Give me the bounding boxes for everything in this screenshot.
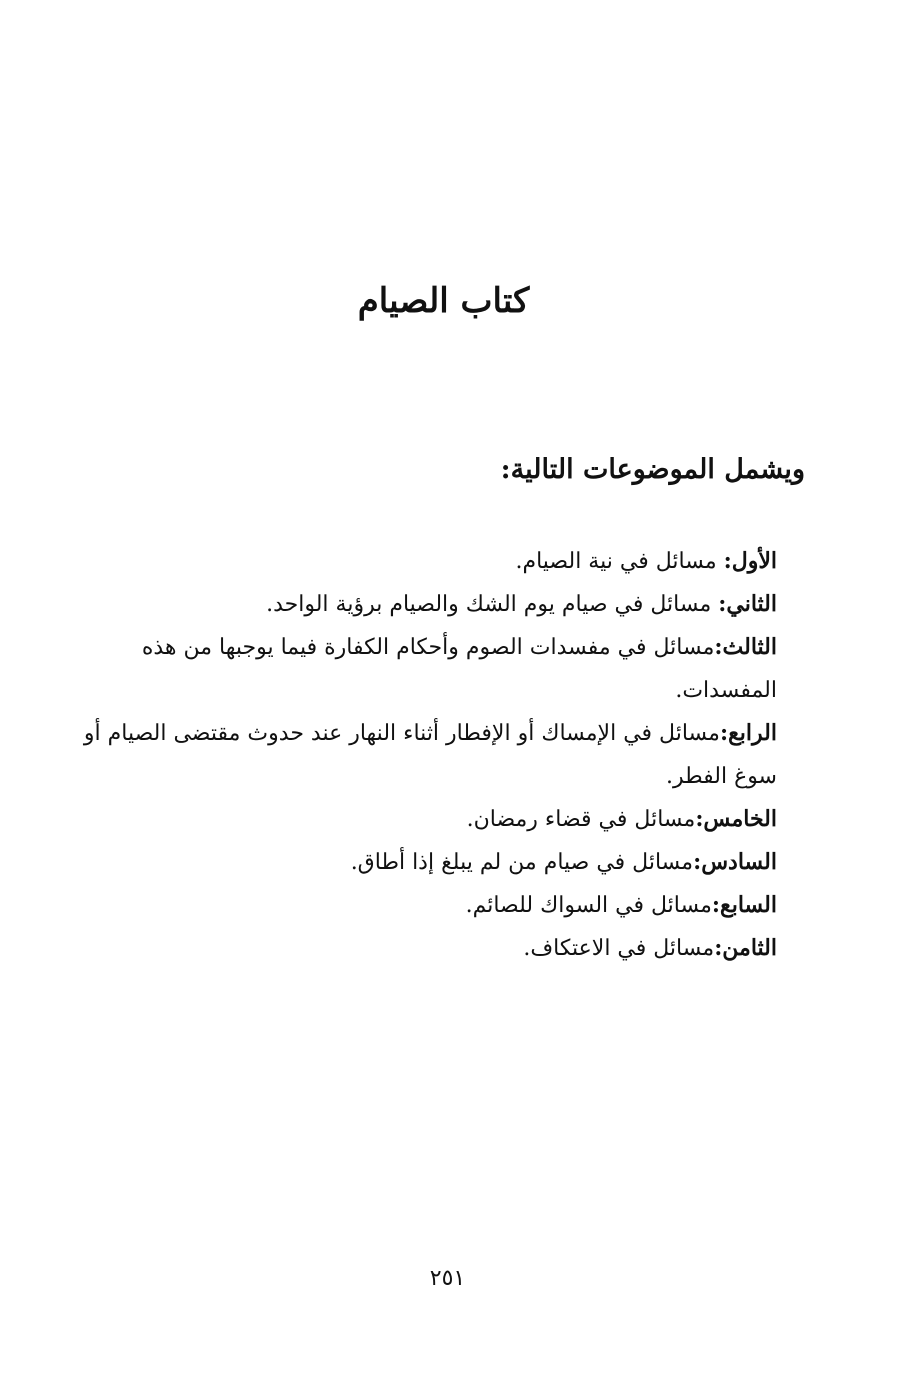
list-item xyxy=(77,583,777,626)
topic-text: مسائل في السواك للصائم. xyxy=(465,893,712,918)
topic-text: مسائل في صيام يوم الشك والصيام برؤية الواحد. xyxy=(266,592,719,617)
topic-text: مسائل في صيام من لم يبلغ إذا أطاق. xyxy=(350,850,694,875)
list-item xyxy=(77,540,777,583)
topic-text: مسائل في نية الصيام. xyxy=(515,549,724,574)
list-item xyxy=(77,712,777,798)
list-item xyxy=(77,927,777,970)
topic-label: السابع: xyxy=(711,892,777,918)
page-number: ٢٥١ xyxy=(429,1266,466,1291)
topic-label: الخامس: xyxy=(695,806,777,832)
topic-label: الثامن: xyxy=(714,935,777,961)
topic-label: الثاني: xyxy=(718,591,777,617)
chapter-title: كتاب الصيام xyxy=(357,281,530,321)
list-item xyxy=(77,841,777,884)
topic-text: مسائل في الاعتكاف. xyxy=(523,936,715,961)
topic-label: الرابع: xyxy=(719,720,777,746)
list-item xyxy=(77,884,777,927)
topics-list xyxy=(77,540,777,970)
topic-text: مسائل في الإمساك أو الإفطار أثناء النهار عند حدوث مقتضى الصيام أو سوغ الفطر. xyxy=(83,721,777,789)
topic-text: مسائل في قضاء رمضان. xyxy=(466,807,696,832)
list-item xyxy=(77,798,777,841)
topic-label: السادس: xyxy=(693,849,777,875)
intro-text: ويشمل الموضوعات التالية: xyxy=(500,454,805,485)
topic-label: الأول: xyxy=(723,548,777,574)
list-item xyxy=(77,626,777,712)
topic-label: الثالث: xyxy=(714,634,777,660)
topic-text: مسائل في مفسدات الصوم وأحكام الكفارة فيما يوجبها من هذه المفسدات. xyxy=(141,635,777,703)
